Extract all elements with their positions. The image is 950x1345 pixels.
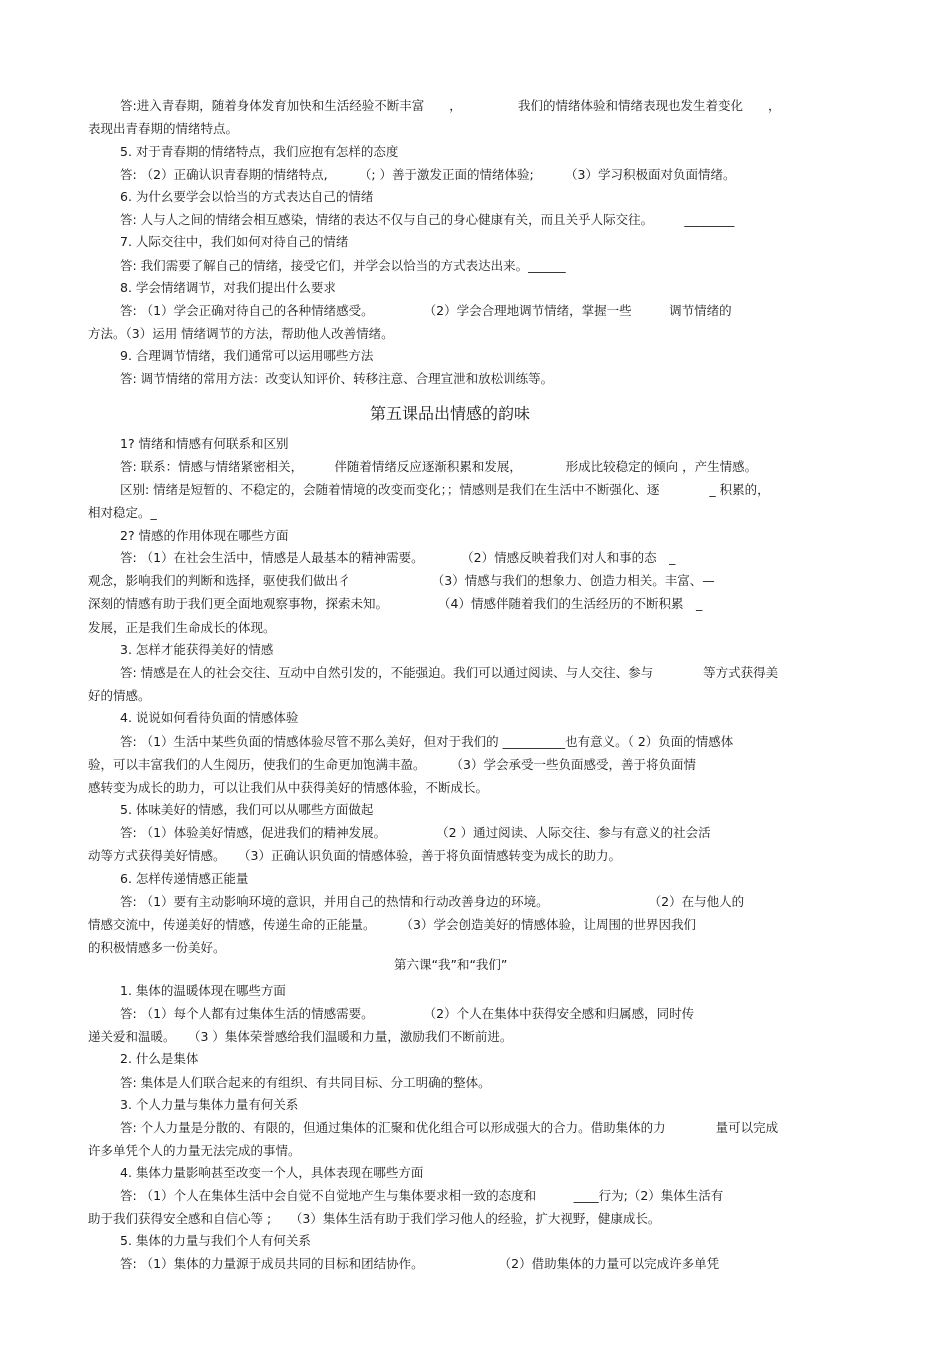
text-line: 答: （2）正确认识青春期的情绪特点, （; ）善于激发正面的情绪体验; （3）学习积极面对负面情绪。: [120, 167, 736, 182]
text-line: 答: （1）个人在集体生活中会自觉不自觉地产生与集体要求相一致的态度和 ____行为;（2）集体生活有: [120, 1188, 724, 1203]
text-line: 答: （1）集体的力量源于成员共同的目标和团结协作。 （2）借助集体的力量可以完成许多单凭: [120, 1256, 720, 1271]
lesson-6-title: 第六课“我”和“我们”: [394, 957, 508, 972]
text-line: 答: （1）体验美好情感，促进我们的精神发展。 （2 ）通过阅读、人际交往、参与有意义的社会活: [120, 825, 711, 840]
text-line: 答: 情感是在人的社会交往、互动中自然引发的，不能强迫。我们可以通过阅读、与人交往、参与 等方式获得美: [120, 665, 779, 680]
text-line: 3. 个人力量与集体力量有何关系: [120, 1097, 299, 1112]
text-line: 5. 体味美好的情感，我们可以从哪些方面做起: [120, 802, 374, 817]
text-line: 1. 集体的温暖体现在哪些方面: [120, 983, 286, 998]
text-line: 表现出青春期的情绪特点。: [88, 121, 239, 136]
text-line: 5. 对于青春期的情绪特点，我们应抱有怎样的态度: [120, 144, 399, 159]
text-line: 8. 学会情绪调节，对我们提出什么要求: [120, 280, 336, 295]
text-line: 答: 调节情绪的常用方法：改变认知评价、转移注意、合理宣泄和放松训练等。: [120, 371, 554, 386]
text-line: 答: （1）每个人都有过集体生活的情感需要。 （2）个人在集体中获得安全感和归属感，同时传: [120, 1006, 695, 1021]
text-line: 递关爱和温暖。 （3 ）集体荣誉感给我们温暖和力量，激励我们不断前进。: [88, 1029, 513, 1044]
text-line: 答: 我们需要了解自己的情绪，接受它们，并学会以恰当的方式表达出来。______: [120, 258, 566, 273]
text-line: 9. 合理调节情绪，我们通常可以运用哪些方法: [120, 348, 374, 363]
text-line: 答: 集体是人们联合起来的有组织、有共同目标、分工明确的整体。: [120, 1075, 491, 1090]
text-line: 感转变为成长的助力，可以让我们从中获得美好的情感体验，不断成长。: [88, 780, 489, 795]
text-line: 7. 人际交往中，我们如何对待自己的情绪: [120, 234, 349, 249]
lesson-5-title: 第五课品出情感的韵味: [370, 404, 531, 423]
text-line: 验，可以丰富我们的人生阅历，使我们的生命更加饱满丰盈。 （3）学会承受一些负面感受，善于将负面情: [88, 757, 696, 772]
text-line: 区别: 情绪是短暂的、不稳定的，会随着情境的改变而变化；；情感则是我们在生活中不断强化、逐 _ 积累的，: [120, 482, 770, 497]
text-line: 答: 人与人之间的情绪会相互感染，情绪的表达不仅与自己的身心健康有关，而且关乎人际交往。 ________: [120, 212, 735, 227]
text-line: 答: （1）要有主动影响环境的意识，并用自己的热情和行动改善身边的环境。 （2）在与他人的: [120, 894, 745, 909]
text-line: 答: （1）生活中某些负面的情感体验尽管不那么美好，但对于我们的 __________也有意义。（ 2）负面的情感体: [120, 734, 734, 749]
text-line: 答: 个人力量是分散的、有限的，但通过集体的汇聚和优化组合可以形成强大的合力。借助集体的力 量可以完成: [120, 1120, 779, 1135]
text-line: 答: 联系：情感与情绪紧密相关， 伴随着情绪反应逐渐积累和发展， 形成比较稳定的倾向 ，产生情感。: [120, 459, 758, 474]
text-line: 动等方式获得美好情感。 （3）正确认识负面的情感体验，善于将负面情感转变为成长的助力。: [88, 848, 621, 863]
text-line: 5. 集体的力量与我们个人有何关系: [120, 1233, 311, 1248]
text-line: 6. 为什幺要学会以恰当的方式表达自己的情绪: [120, 189, 374, 204]
text-line: 情感交流中，传递美好的情感，传递生命的正能量。 （3）学会创造美好的情感体验，让周围的世界因我们: [88, 917, 696, 932]
text-line: 相对稳定。_: [88, 505, 157, 520]
text-line: 观念，影响我们的判断和选择，驱使我们做出彳 （3）情感与我们的想象力、创造力相关。丰富、—: [88, 573, 715, 588]
text-line: 答: （1）学会正确对待自己的各种情绪感受。 （2）学会合理地调节情绪，掌握一些 调节情绪的: [120, 303, 732, 318]
text-line: 2. 什么是集体: [120, 1051, 199, 1066]
text-line: 的积极情感多一份美好。: [88, 940, 226, 955]
text-line: 助于我们获得安全感和自信心等 ; （3）集体生活有助于我们学习他人的经验，扩大视野，健康成长。: [88, 1211, 661, 1226]
text-line: 3. 怎样才能获得美好的情感: [120, 642, 274, 657]
text-line: 答:进入青春期，随着身体发育加快和生活经验不断丰富 ， 我们的情绪体验和情绪表现也发生着变化 ，: [120, 98, 781, 113]
text-line: 4. 说说如何看待负面的情感体验: [120, 710, 299, 725]
text-line: 1? 情绪和情感有何联系和区别: [120, 436, 289, 451]
text-line: 6. 怎样传递情感正能量: [120, 871, 249, 886]
text-line: 许多单凭个人的力量无法完成的事情。: [88, 1143, 301, 1158]
text-line: 发展，正是我们生命成长的体现。: [88, 620, 276, 635]
text-line: 答: （1）在社会生活中，情感是人最基本的精神需要。 （2）情感反映着我们对人和事的态 _: [120, 550, 676, 565]
text-line: 好的情感。: [88, 688, 151, 703]
text-line: 4. 集体力量影响甚至改变一个人，具体表现在哪些方面: [120, 1165, 424, 1180]
text-line: 2? 情感的作用体现在哪些方面: [120, 528, 289, 543]
text-line: 深刻的情感有助于我们更全面地观察事物，探索未知。 （4）情感伴随着我们的生活经历的不断积累 _: [88, 596, 703, 611]
text-line: 方法。（3）运用 情绪调节的方法，帮助他人改善情绪。: [88, 326, 394, 341]
